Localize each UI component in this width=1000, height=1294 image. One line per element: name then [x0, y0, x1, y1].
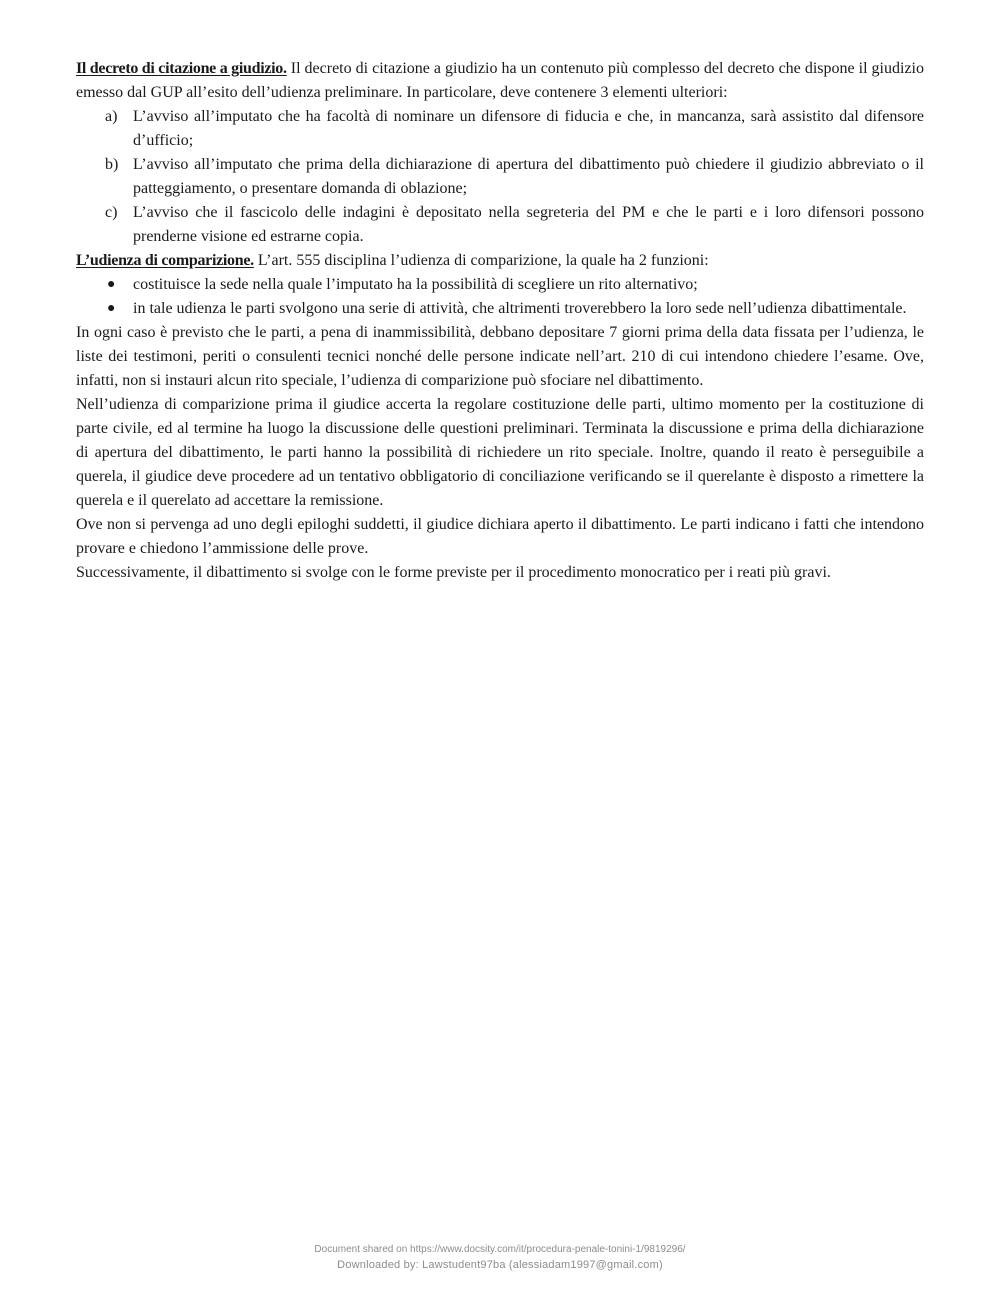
section-udienza-text: L’art. 555 disciplina l’udienza di comparizione, la quale ha 2 funzioni:: [253, 252, 709, 269]
list-item-marker: a): [105, 108, 118, 125]
bullet-dot-icon: ●: [107, 301, 116, 316]
list-item: [76, 153, 924, 201]
list-item-marker: b): [105, 156, 119, 173]
footer-downloaded-by: Downloaded by: Lawstudent97ba (alessiadam1997@gmail.com): [337, 1259, 663, 1271]
lettered-list: [76, 105, 924, 249]
list-item: [76, 105, 924, 153]
list-item-text: L’avviso che il fascicolo delle indagini è depositato nella segreteria del PM e che le parti e i loro difensori possono prenderne visione ed estrarne copia.: [133, 204, 924, 245]
bullet-item-text: costituisce la sede nella quale l’imputato ha la possibilità di scegliere un rito alternativo;: [133, 276, 698, 293]
section-decreto-intro: [76, 57, 924, 105]
body-paragraph: Successivamente, il dibattimento si svolge con le forme previste per il procedimento monocratico per i reati più gravi.: [76, 564, 831, 581]
bullet-dot-icon: ●: [107, 277, 116, 292]
list-item-text: L’avviso all’imputato che prima della dichiarazione di apertura del dibattimento può chiedere il giudizio abbreviato o il patteggiamento, o presentare domanda di oblazione;: [133, 156, 924, 197]
bullet-list: [76, 273, 924, 321]
body-paragraph: In ogni caso è previsto che le parti, a pena di inammissibilità, debbano depositare 7 giorni prima della data fissata per l’udienza, le liste dei testimoni, periti o consulenti tecnici nonché delle persone indicate nell’art. 210 di cui intendono chiedere l’esame. Ove, infatti, non si instauri alcun rito speciale, l’udienza di comparizione può sfociare nel dibattimento.: [76, 324, 924, 389]
document-body: [76, 57, 924, 585]
body-paragraph: Nell’udienza di comparizione prima il giudice accerta la regolare costituzione delle parti, ultimo momento per la costituzione di parte civile, ed al termine ha luogo la discussione delle questioni preliminari. Terminata la discussione e prima della dichiarazione di apertura del dibattimento, le parti hanno la possibilità di richiedere un rito speciale. Inoltre, quando il reato è perseguibile a querela, il giudice deve procedere ad un tentativo obbligatorio di conciliazione verificando se il querelante è disposto a rimettere la querela e il querelato ad accettare la remissione.: [76, 396, 924, 509]
list-item-text: L’avviso all’imputato che ha facoltà di nominare un difensore di fiducia e che, in mancanza, sarà assistito dal difensore d’ufficio;: [133, 108, 924, 149]
section-heading-decreto: Il decreto di citazione a giudizio.: [76, 60, 287, 77]
list-item-marker: c): [105, 204, 118, 221]
section-decreto-text: Il decreto di citazione a giudizio ha un contenuto più complesso del decreto che dispone il giudizio emesso dal GUP all’esito dell’udienza preliminare. In particolare, deve contenere 3 elementi ulteriori:: [76, 60, 924, 101]
section-heading-udienza: L’udienza di comparizione.: [76, 252, 254, 269]
body-paragraph: Ove non si pervenga ad uno degli epiloghi suddetti, il giudice dichiara aperto il dibattimento. Le parti indicano i fatti che intendono provare e chiedono l’ammissione delle prove.: [76, 516, 924, 557]
footer-shared-link[interactable]: Document shared on https://www.docsity.com/it/procedura-penale-tonini-1/9819296/: [314, 1244, 686, 1255]
bullet-item: [76, 273, 924, 297]
bullet-item-text: in tale udienza le parti svolgono una serie di attività, che altrimenti troverebbero la loro sede nell’udienza dibattimentale.: [133, 300, 907, 317]
list-item: [76, 201, 924, 249]
section-udienza-intro: [76, 249, 924, 273]
bullet-item: [76, 297, 924, 321]
